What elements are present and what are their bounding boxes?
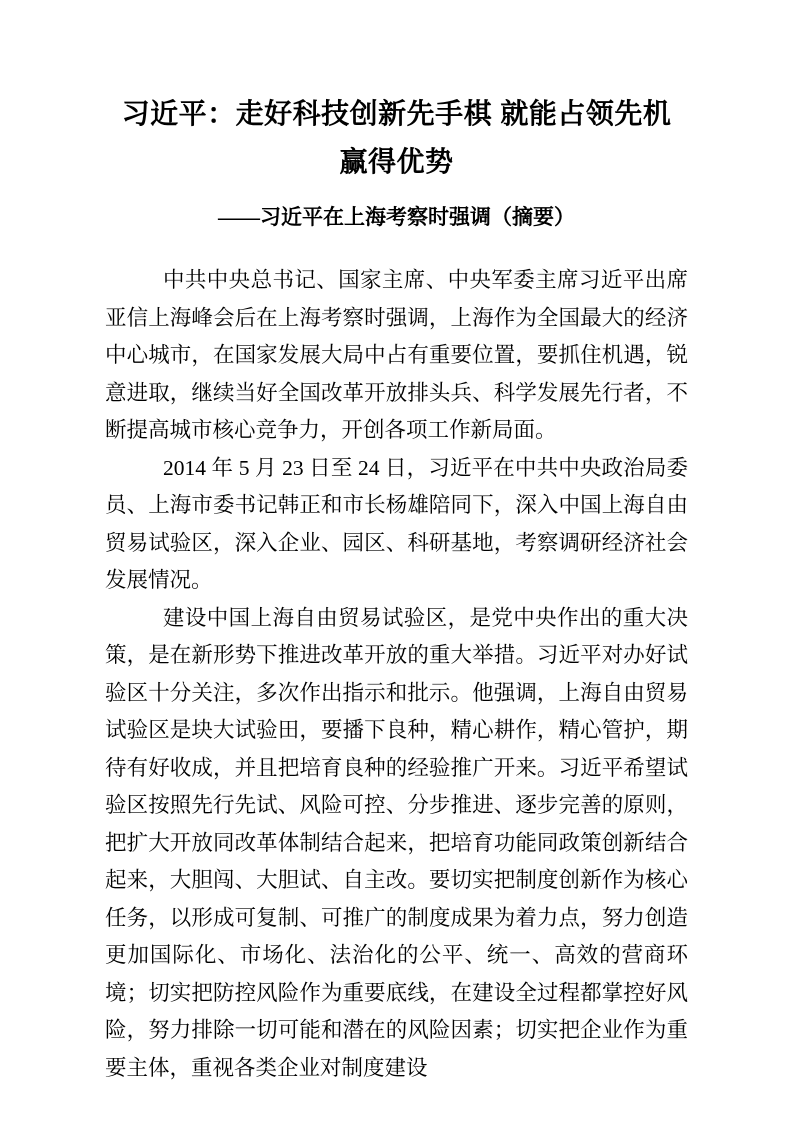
document-subtitle: ——习近平在上海考察时强调（摘要）	[218, 205, 575, 229]
paragraph: 中共中央总书记、国家主席、中央军委主席习近平出席亚信上海峰会后在上海考察时强调，上海作为全国最大的经济中心城市，在国家发展大局中占有重要位置，要抓住机遇，锐意进取，继续当好全国改革开放排头兵、科学发展先行者，不断提高城市核心竞争力，开创各项工作新局面。	[105, 268, 688, 442]
paragraph: 建设中国上海自由贸易试验区，是党中央作出的重大决策，是在新形势下推进改革开放的重大举措。习近平对办好试验区十分关注，多次作出指示和批示。他强调，上海自由贸易试验区是块大试验田，要播下良种，精心耕作，精心管护，期待有好收成，并且把培育良种的经验推广开来。习近平希望试验区按照先行先试、风险可控、分步推进、逐步完善的原则，把扩大开放同改革体制结合起来，把培育功能同政策创新结合起来，大胆闯、大胆试、自主改。要切实把制度创新作为核心任务，以形成可复制、可推广的制度成果为着力点，努力创造更加国际化、市场化、法治化的公平、统一、高效的营商环境；切实把防控风险作为重要底线，在建设全过程都掌控好风险，努力排除一切可能和潜在的风险因素；切实把企业作为重要主体，重视各类企业对制度建设	[105, 605, 688, 1080]
paragraph: 2014 年 5 月 23 日至 24 日，习近平在中共中央政治局委员、上海市委书记韩正和市长杨雄陪同下，深入中国上海自由贸易试验区，深入企业、园区、科研基地，考察调研经济社会发展情况。	[105, 455, 688, 592]
document-body	[105, 262, 688, 1087]
document-title: 习近平：走好科技创新先手棋 就能占领先机赢得优势	[121, 98, 672, 177]
